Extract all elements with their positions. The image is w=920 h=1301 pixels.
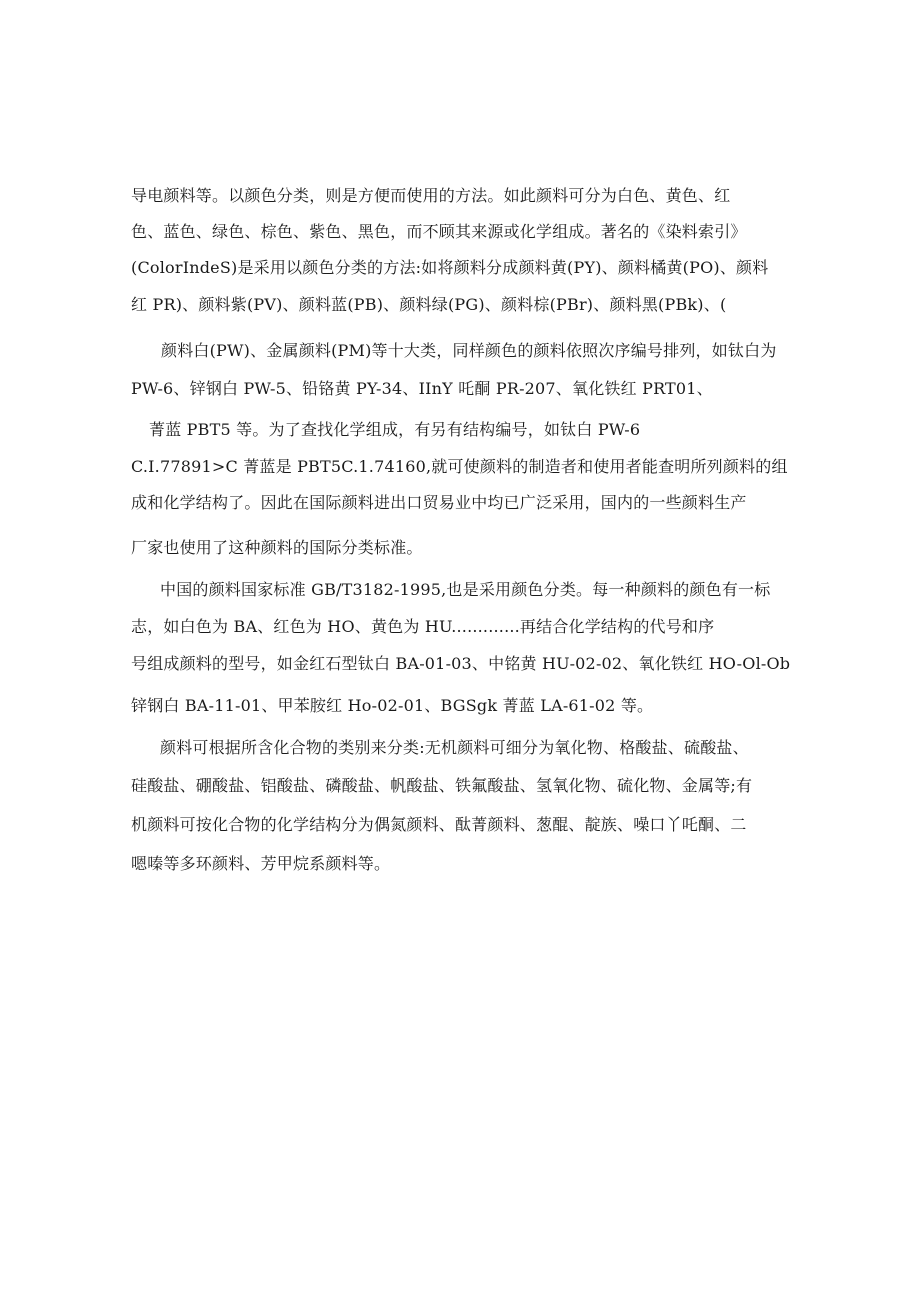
text-line: 锌钢白 BA-11-01、甲苯胺红 Ho-02-01、BGSgk 菁蓝 LA-61-02 等。 xyxy=(131,696,654,715)
text-line: 导电颜料等。以颜色分类，则是方便而使用的方法。如此颜料可分为白色、黄色、红 xyxy=(131,186,731,205)
text-line: 号组成颜料的型号，如金红石型钛白 BA-01-03、中铭黄 HU-02-02、氧化铁红 HO-Ol-Ob xyxy=(131,654,791,673)
text-line: PW-6、锌钢白 PW-5、铅铬黄 PY-34、IInY 吒酮 PR-207、氧化铁红 PRT01、 xyxy=(131,379,713,398)
text-line: 嗯嗪等多环颜料、芳甲烷系颜料等。 xyxy=(131,854,391,873)
text-line: 菁蓝 PBT5 等。为了查找化学组成，有另有结构编号，如钛白 PW-6 xyxy=(149,420,641,439)
text-line: 机颜料可按化合物的化学结构分为偶氮颜料、酞菁颜料、葱醌、靛族、噪口丫吒酮、二 xyxy=(131,815,747,834)
text-line: C.I.77891>C 菁蓝是 PBT5C.1.74160,就可使颜料的制造者和使用者能查明所列颜料的组 xyxy=(131,457,788,476)
text-line: 厂家也使用了这种颜料的国际分类标准。 xyxy=(131,538,423,557)
text-line: 成和化学结构了。因此在国际颜料进出口贸易业中均已广泛采用，国内的一些颜料生产 xyxy=(131,493,747,512)
text-line: (ColorIndeS)是采用以颜色分类的方法:如将颜料分成颜料黄(PY)、颜料橘黄(PO)、颜料 xyxy=(131,258,769,277)
text-line: 硅酸盐、硼酸盐、铝酸盐、磷酸盐、帆酸盐、铁氟酸盐、氢氧化物、硫化物、金属等;有 xyxy=(131,776,753,795)
text-line: 中国的颜料国家标准 GB/T3182-1995,也是采用颜色分类。每一种颜料的颜色有一标 xyxy=(160,580,771,599)
text-line: 颜料白(PW)、金属颜料(PM)等十大类，同样颜色的颜料依照次序编号排列，如钛白为 xyxy=(161,341,777,360)
text-line: 红 PR)、颜料紫(PV)、颜料蓝(PB)、颜料绿(PG)、颜料棕(PBr)、颜料黑(PBk)、( xyxy=(131,295,727,314)
text-line: 颜料可根据所含化合物的类别来分类:无机颜料可细分为氧化物、格酸盐、硫酸盐、 xyxy=(160,738,749,757)
text-line: 色、蓝色、绿色、棕色、紫色、黑色，而不顾其来源或化学组成。著名的《染料索引》 xyxy=(131,222,747,241)
text-line: 志，如白色为 BA、红色为 HO、黄色为 HU.............再结合化学结构的代号和序 xyxy=(131,617,715,636)
